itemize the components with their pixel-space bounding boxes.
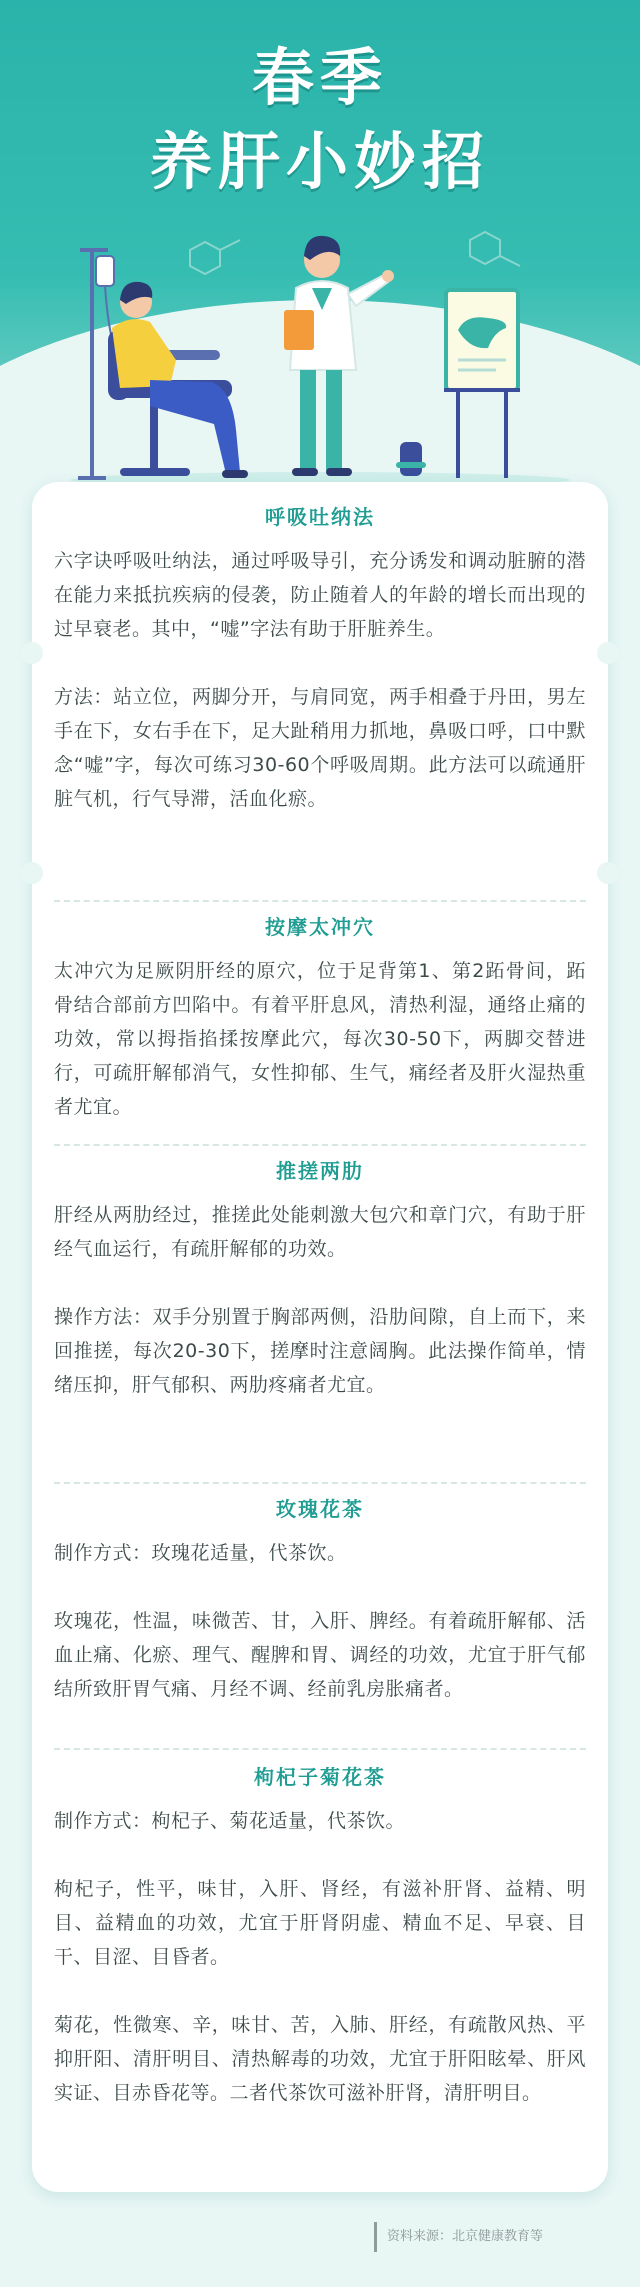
card-notch (597, 862, 619, 884)
paragraph: 肝经从两肋经过，推搓此处能刺激大包穴和章门穴，有助于肝经气血运行，有疏肝解郁的功效。 (54, 1204, 586, 1260)
paragraph: 制作方式：枸杞子、菊花适量，代茶饮。 (54, 1810, 406, 1832)
page-title-line-2: 养肝小妙招 (149, 125, 490, 198)
section-ribs (32, 1154, 608, 1402)
paragraph: 菊花，性微寒、辛，味甘、苦，入肺、肝经，有疏散风热、平抑肝阳、清肝明目、清热解毒的功效，尤宜于肝阳眩晕、肝风实证、目赤昏花等。二者代茶饮可滋补肝肾，清肝明目。 (54, 2014, 586, 2104)
card-notch (21, 862, 43, 884)
paragraph: 制作方式：玫瑰花适量，代茶饮。 (54, 1542, 347, 1564)
section-rose-tea (32, 1492, 608, 1706)
paragraph: 太冲穴为足厥阴肝经的原穴，位于足背第1、第2跖骨间，跖骨结合部前方凹陷中。有着平肝息风，清热利湿，通络止痛的功效，常以拇指掐揉按摩此穴，每次30-50下，两脚交替进行，可疏肝解郁消气，女性抑郁、生气，痛经者及肝火湿热重者尤宜。 (54, 960, 586, 1118)
patient-icon (112, 282, 248, 478)
paragraph: 操作方法：双手分别置于胸部两侧，沿肋间隙，自上而下，来回推搓，每次20-30下，搓摩时注意阔胸。此法操作简单，情绪压抑，肝气郁积、两肋疼痛者尤宜。 (54, 1306, 586, 1396)
content-card (32, 482, 608, 2192)
paragraph: 玫瑰花，性温，味微苦、甘，入肝、脾经。有着疏肝解郁、活血止痛、化瘀、理气、醒脾和胃、调经的功效，尤宜于肝气郁结所致肝胃气痛、月经不调、经前乳房胀痛者。 (54, 1610, 586, 1700)
section-divider (54, 1482, 586, 1484)
section-taichong (32, 910, 608, 1124)
section-title: 推搓两肋 (276, 1159, 364, 1183)
source-note: 资料来源：北京健康教育等 (374, 2222, 543, 2252)
liver-chart-icon (444, 290, 520, 478)
section-title: 枸杞子菊花茶 (254, 1765, 386, 1789)
paragraph: 六字诀呼吸吐纳法，通过呼吸导引，充分诱发和调动脏腑的潜在能力来抵抗疾病的侵袭，防止随着人的年龄的增长而出现的过早衰老。其中，“嘘”字法有助于肝脏养生。 (54, 550, 586, 640)
section-divider (54, 900, 586, 902)
page-title-line-1: 春季 (251, 41, 388, 114)
clinic-illustration (0, 210, 640, 490)
section-title: 按摩太冲穴 (265, 915, 375, 939)
section-divider (54, 1144, 586, 1146)
paragraph: 方法：站立位，两脚分开，与肩同宽，两手相叠于丹田，男左手在下，女右手在下，足大趾稍用力抓地，鼻吸口呼，口中默念“嘘”字，每次可练习30-60个呼吸周期。此方法可以疏通肝脏气机，行气导滞，活血化瘀。 (54, 686, 586, 810)
section-title: 呼吸吐纳法 (265, 505, 375, 529)
section-breathing (32, 500, 608, 816)
section-goji-tea (32, 1760, 608, 2110)
paragraph: 枸杞子，性平，味甘，入肝、肾经，有滋补肝肾、益精、明目、益精血的功效，尤宜于肝肾阴虚、精血不足、早衰、目干、目涩、目昏者。 (54, 1878, 586, 1968)
canister-icon (396, 442, 426, 476)
section-divider (54, 1748, 586, 1750)
section-title: 玫瑰花茶 (276, 1497, 364, 1521)
doctor-icon (284, 236, 394, 476)
hero-banner (0, 0, 640, 500)
